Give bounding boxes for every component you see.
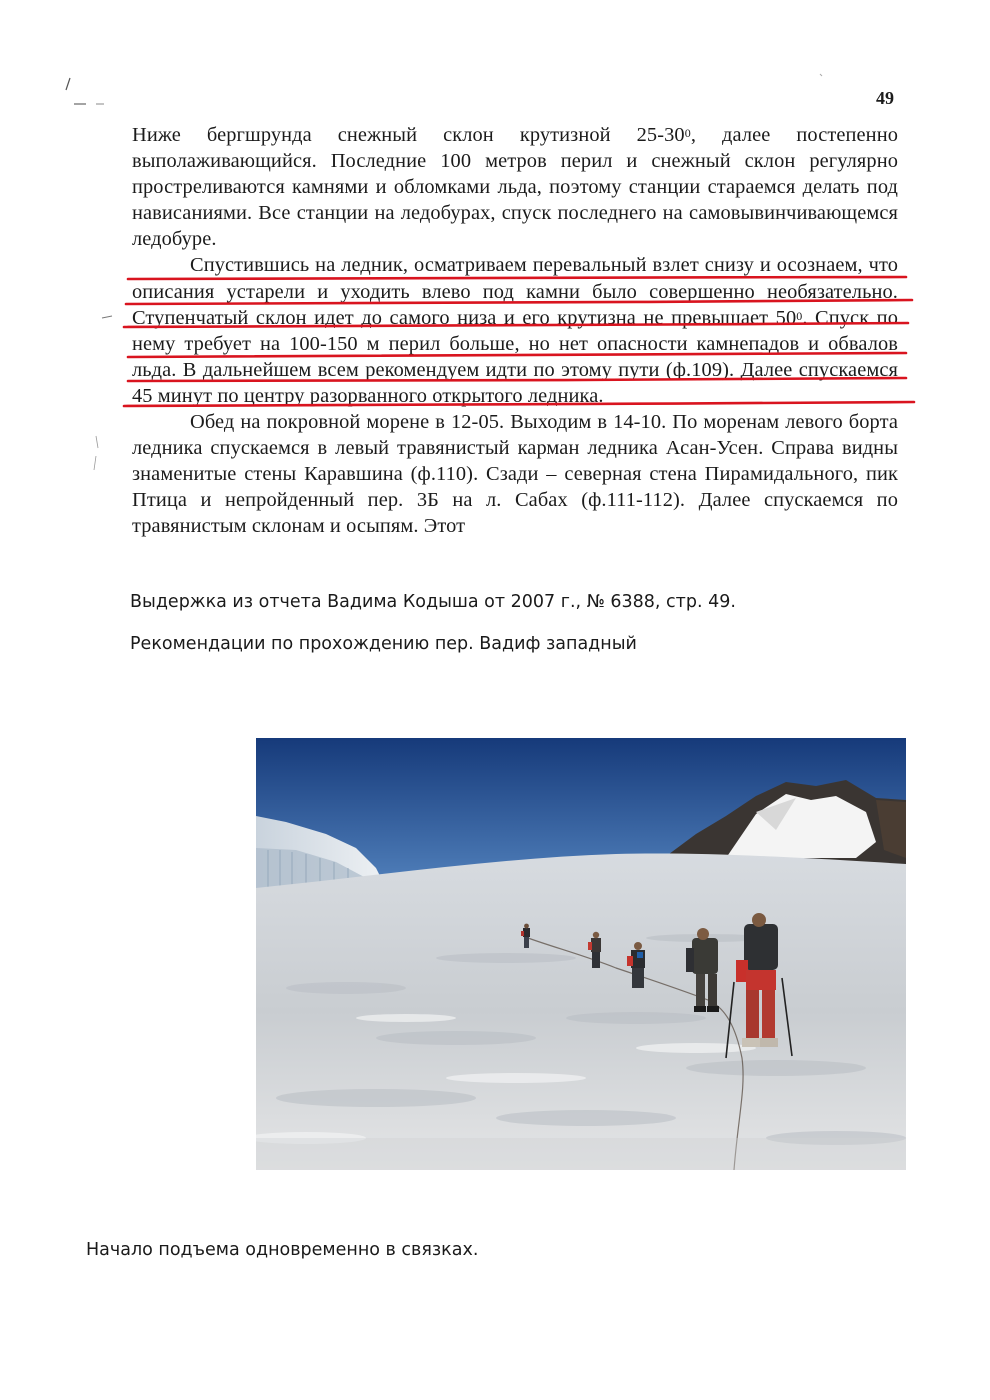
excerpt-text <box>132 122 898 540</box>
excerpt-paragraph-1: Ниже бергшрунда снежный склон крутизной $25-30^0$, далее постепенно выполаживающийся. Последние 100 метров перил и снежный склон регулярно простреливаются камнями и обломками льда, поэтому станции стараемся делать под нависаниями. Все станции на ледобурах, спуск последнего на самовывинчивающемся ледобуре. <box>132 124 898 251</box>
excerpt-paragraph-2: Спустившись на ледник, осматриваем перевальный взлет снизу и осознаем, что описания устарели и уходить влево под камни было совершенно необязательно. Ступенчатый склон идет до самого низа и его крутизна не превышает $50^0$. Спуск по нему требует на 100-150 м перил больше, но нет опасности камнепадов и обвалов льда. В дальнейшем всем рекомендуем идти по этому пути (ф.109). Далее спускаемся 45 минут по центру разорванного открытого ледника. <box>132 254 898 407</box>
glacier-photo-illustration <box>256 738 906 1170</box>
scanned-excerpt <box>0 0 990 550</box>
caption-source: Выдержка из отчета Вадима Кодыша от 2007 г., № 6388, стр. 49. <box>130 592 736 612</box>
caption-recommendation: Рекомендации по прохождению пер. Вадиф западный <box>130 634 637 654</box>
excerpt-paragraph-3: Обед на покровной морене в 12-05. Выходим в 14-10. По моренам левого борта ледника спускаемся в левый травянистый карман ледника Асан-Усен. Справа видны знаменитые стены Каравшина (ф.110). Сзади – северная стена Пирамидального, пик Птица и непройденный пер. 3Б на л. Сабах (ф.111-112). Далее спускаемся по травянистым склонам и осыпям. Этот <box>132 411 898 538</box>
page-number: 49 <box>876 88 894 108</box>
glacier-photo <box>256 738 906 1170</box>
caption-photo: Начало подъема одновременно в связках. <box>86 1240 479 1260</box>
